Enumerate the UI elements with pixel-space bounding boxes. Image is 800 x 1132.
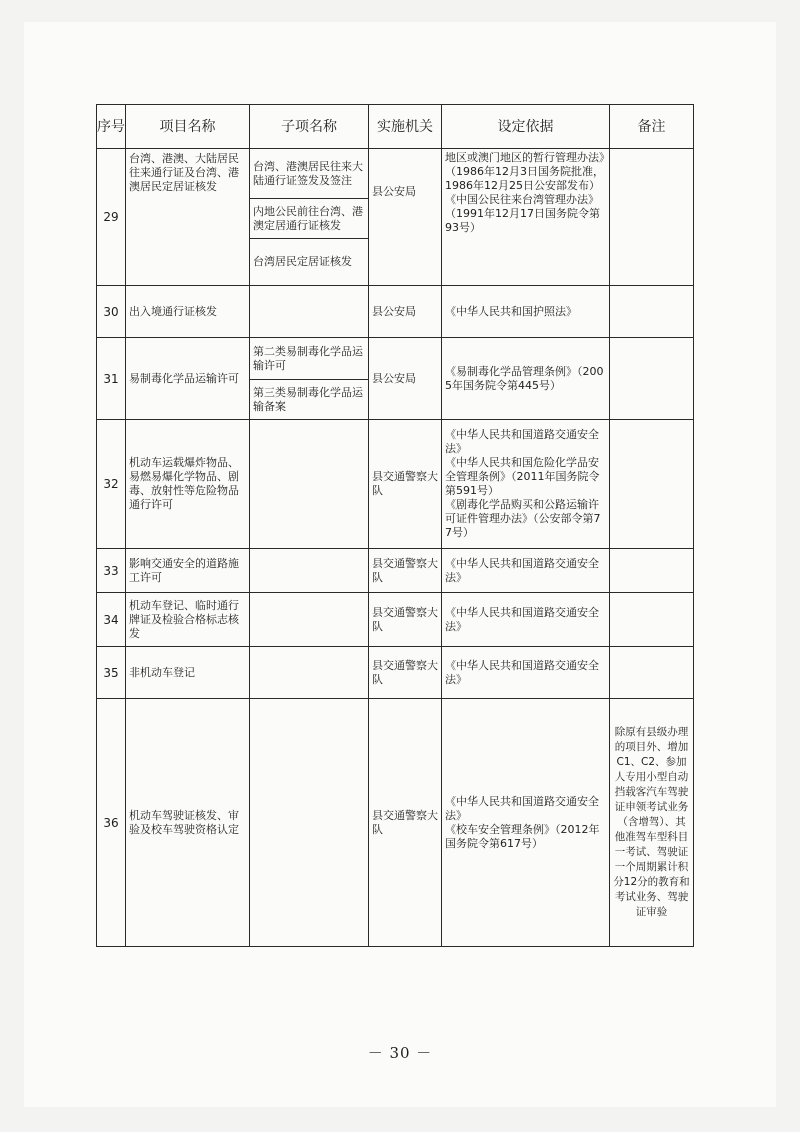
row-number: 34 xyxy=(97,593,126,647)
item-name: 机动车登记、临时通行牌证及检验合格标志核发 xyxy=(126,593,250,647)
table-row xyxy=(97,699,694,947)
item-name: 台湾、港澳、大陆居民往来通行证及台湾、港澳居民定居证核发 xyxy=(126,149,250,286)
sub-item: 内地公民前往台湾、港澳定居通行证核发 xyxy=(250,199,369,239)
agency: 县公安局 xyxy=(369,338,442,420)
table-row xyxy=(97,338,694,380)
row-number: 33 xyxy=(97,549,126,593)
legal-basis: 《中华人民共和国道路交通安全法》 xyxy=(442,549,610,593)
sub-item xyxy=(250,549,369,593)
table-row xyxy=(97,149,694,199)
item-name: 机动车运载爆炸物品、易燃易爆化学物品、剧毒、放射性等危险物品通行许可 xyxy=(126,420,250,549)
item-name: 非机动车登记 xyxy=(126,647,250,699)
legal-basis: 《中华人民共和国道路交通安全法》 xyxy=(442,593,610,647)
note xyxy=(610,420,694,549)
sub-item xyxy=(250,647,369,699)
item-name: 出入境通行证核发 xyxy=(126,286,250,338)
note xyxy=(610,149,694,286)
table-row xyxy=(97,286,694,338)
table-row xyxy=(97,647,694,699)
header-sub-item: 子项名称 xyxy=(250,105,369,149)
sub-item xyxy=(250,420,369,549)
row-number: 30 xyxy=(97,286,126,338)
note xyxy=(610,286,694,338)
agency: 县公安局 xyxy=(369,149,442,286)
table-header-row xyxy=(97,105,694,149)
row-number: 29 xyxy=(97,149,126,286)
row-number: 35 xyxy=(97,647,126,699)
legal-basis: 《中华人民共和国道路交通安全法》 xyxy=(442,647,610,699)
item-name: 影响交通安全的道路施工许可 xyxy=(126,549,250,593)
header-agency: 实施机关 xyxy=(369,105,442,149)
agency: 县交通警察大队 xyxy=(369,647,442,699)
note xyxy=(610,593,694,647)
sub-item xyxy=(250,699,369,947)
agency: 县交通警察大队 xyxy=(369,549,442,593)
table-row xyxy=(97,420,694,549)
agency: 县公安局 xyxy=(369,286,442,338)
sub-item xyxy=(250,286,369,338)
sub-item: 第三类易制毒化学品运输备案 xyxy=(250,380,369,420)
legal-basis: 《易制毒化学品管理条例》（2005年国务院令第445号） xyxy=(442,338,610,420)
legal-basis: 《中华人民共和国道路交通安全法》 《中华人民共和国危险化学品安全管理条例》（2011年国务院令第591号） 《剧毒化学品购买和公路运输许可证件管理办法》（公安部令第77号） xyxy=(442,420,610,549)
sub-item xyxy=(250,593,369,647)
header-basis: 设定依据 xyxy=(442,105,610,149)
legal-basis: 《中华人民共和国护照法》 xyxy=(442,286,610,338)
note xyxy=(610,647,694,699)
row-number: 31 xyxy=(97,338,126,420)
row-number: 32 xyxy=(97,420,126,549)
header-note: 备注 xyxy=(610,105,694,149)
legal-basis: 《中华人民共和国道路交通安全法》 《校车安全管理条例》（2012年国务院令第617号） xyxy=(442,699,610,947)
agency: 县交通警察大队 xyxy=(369,420,442,549)
admin-items-table xyxy=(96,104,694,947)
note xyxy=(610,338,694,420)
sub-item: 台湾居民定居证核发 xyxy=(250,239,369,286)
note: 除原有县级办理的项目外、增加C1、C2、参加人专用小型自动挡载客汽车驾驶证申领考试业务（含增驾）、其他准驾车型科目一考试、驾驶证一个周期累计积分12分的教育和考试业务、驾驶证审验 xyxy=(610,699,694,947)
agency: 县交通警察大队 xyxy=(369,699,442,947)
agency: 县交通警察大队 xyxy=(369,593,442,647)
row-number: 36 xyxy=(97,699,126,947)
item-name: 机动车驾驶证核发、审验及校车驾驶资格认定 xyxy=(126,699,250,947)
note xyxy=(610,549,694,593)
header-seq: 序号 xyxy=(97,105,126,149)
page-number: － 30 － xyxy=(367,1044,433,1062)
header-item-name: 项目名称 xyxy=(126,105,250,149)
table-row xyxy=(97,549,694,593)
sub-item: 台湾、港澳居民往来大陆通行证签发及签注 xyxy=(250,149,369,199)
sub-item: 第二类易制毒化学品运输许可 xyxy=(250,338,369,380)
table-row xyxy=(97,593,694,647)
item-name: 易制毒化学品运输许可 xyxy=(126,338,250,420)
legal-basis: 地区或澳门地区的暂行管理办法》（1986年12月3日国务院批准，1986年12月25日公安部发布） 《中国公民往来台湾管理办法》（1991年12月17日国务院令第93号） xyxy=(442,149,610,286)
